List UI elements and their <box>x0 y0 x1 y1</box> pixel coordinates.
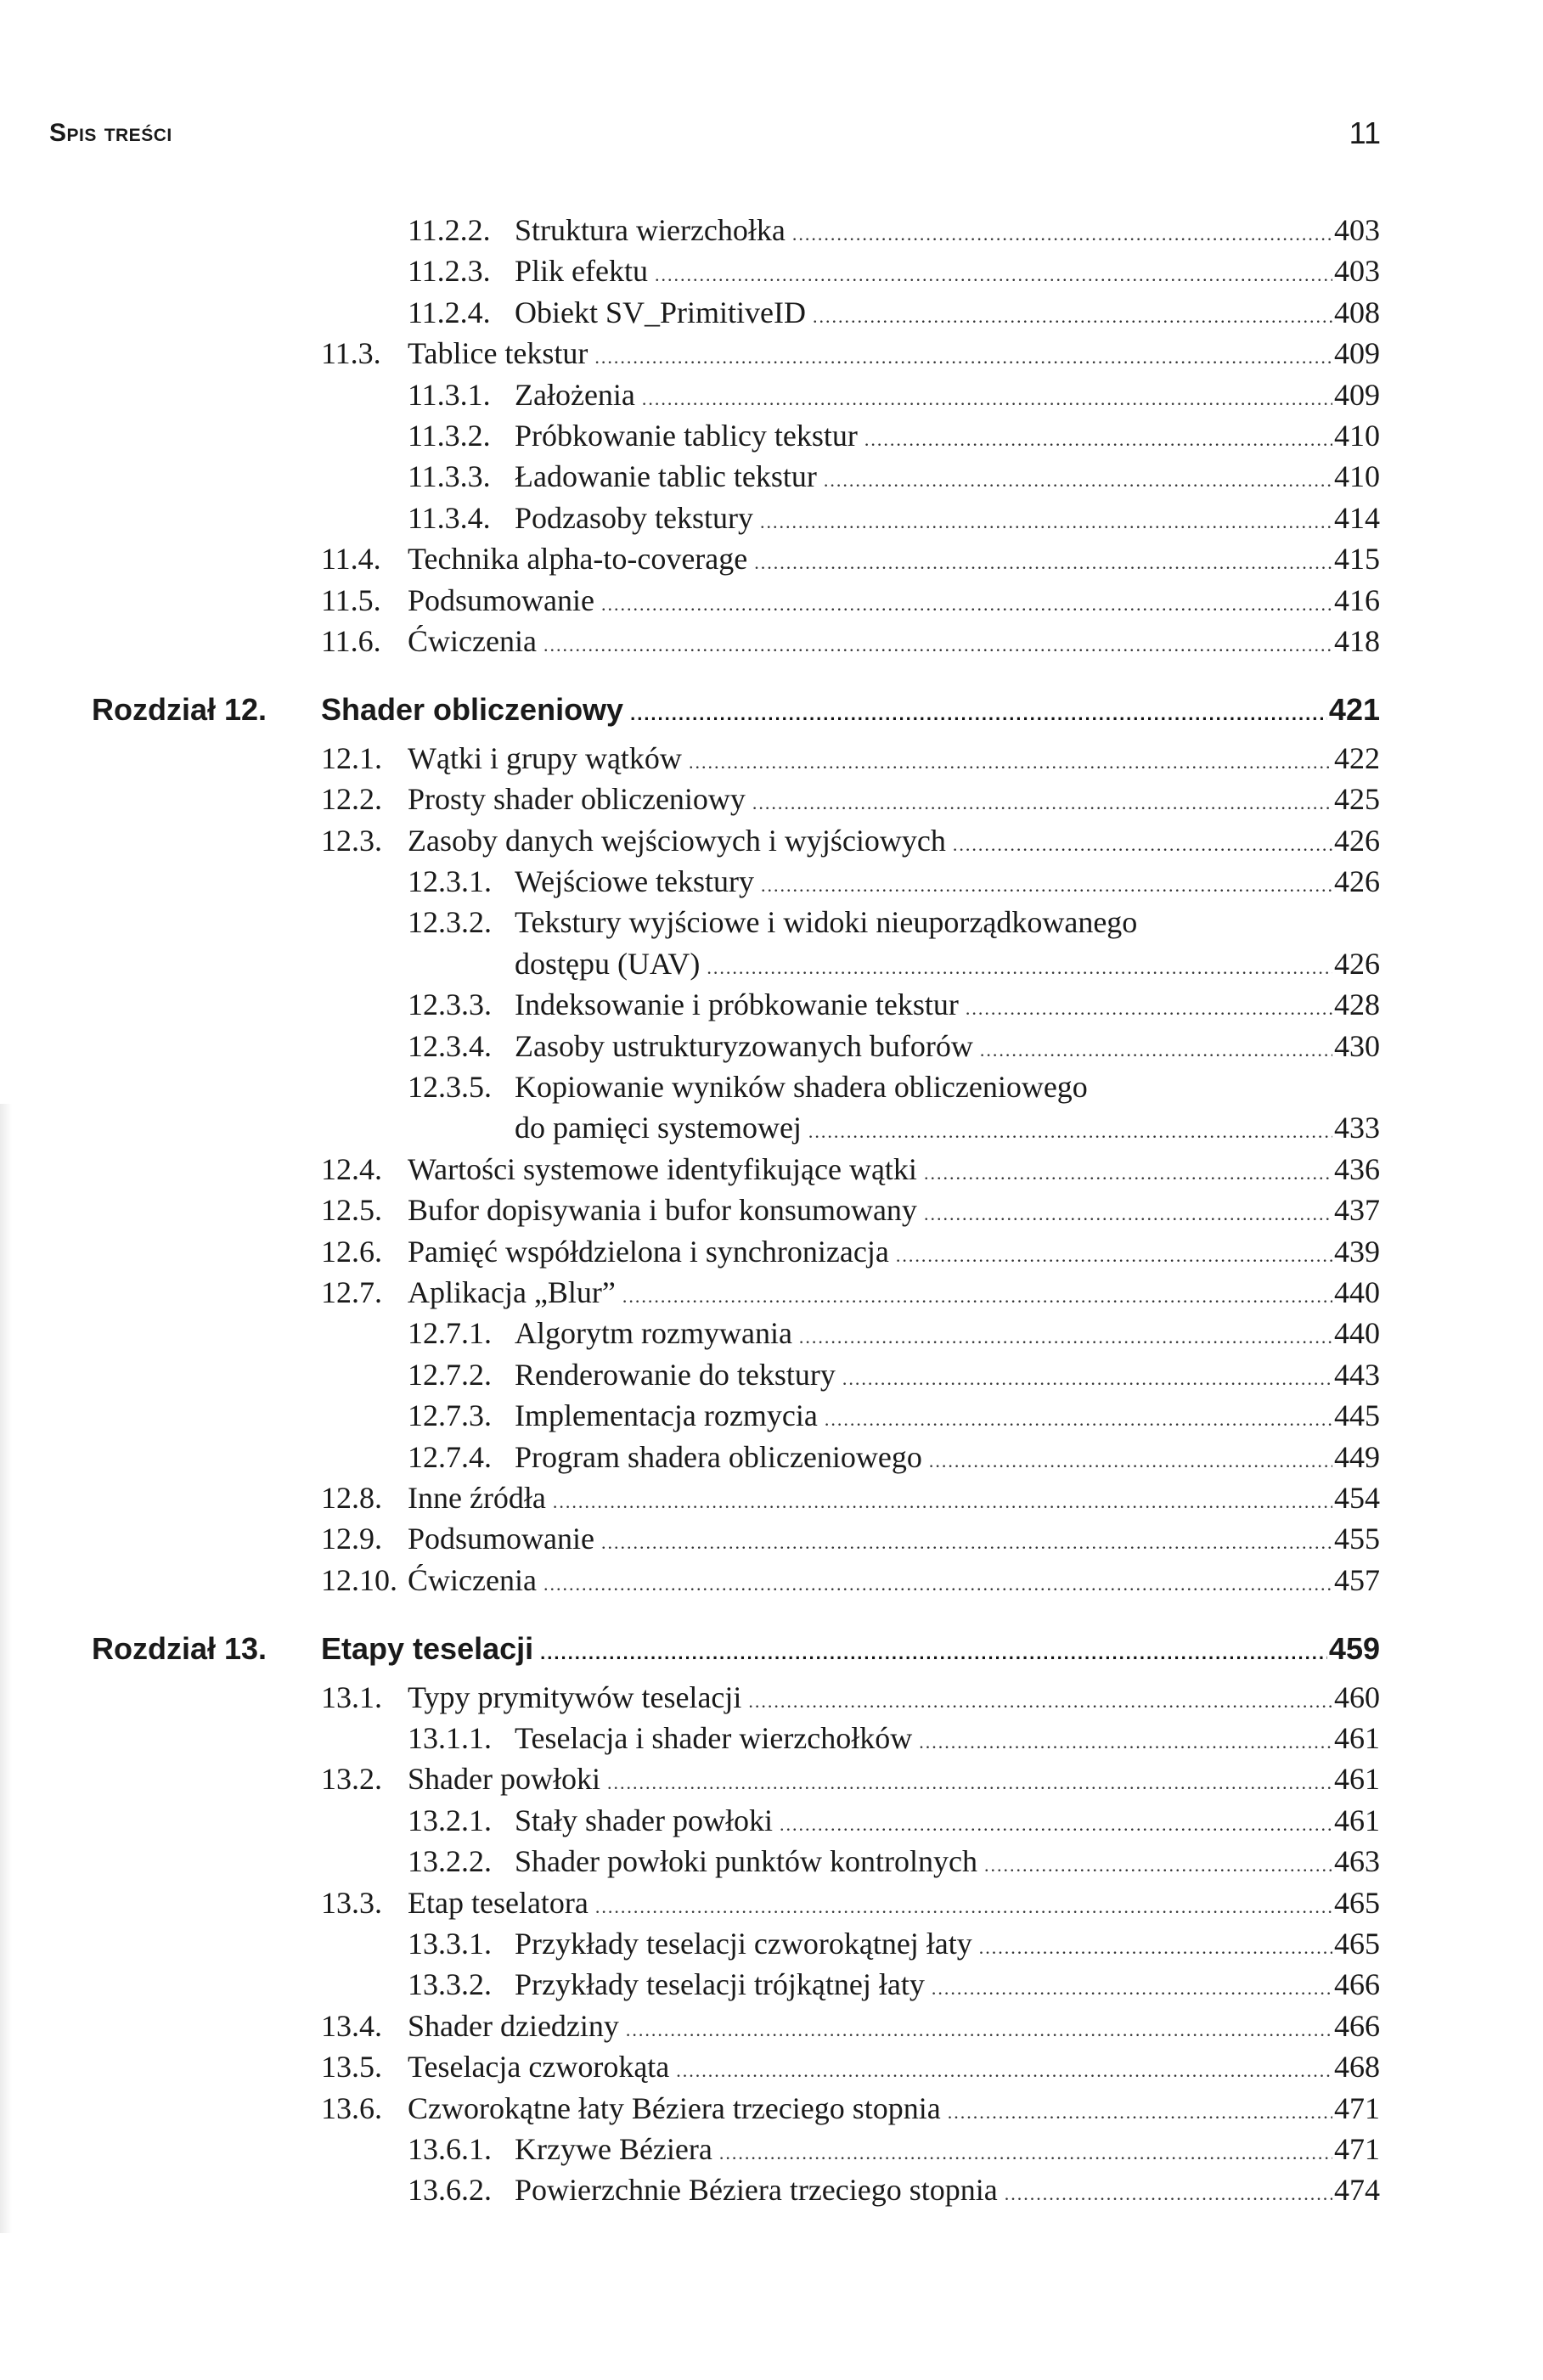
toc-entry-line <box>408 2046 1380 2091</box>
toc-entry-title: Program shadera obliczeniowego <box>515 1439 922 1474</box>
toc-entry-title: Etapy teselacji <box>321 1631 534 1667</box>
toc-entry-line <box>408 779 1380 824</box>
toc-entry-page: 408 <box>1334 295 1380 329</box>
dot-leader <box>707 948 1332 988</box>
toc-entry-line <box>515 1964 1380 2009</box>
toc-entry-line <box>408 1477 1380 1522</box>
toc-entry-page: 409 <box>1334 377 1380 412</box>
toc-entry-page: 426 <box>1334 864 1380 898</box>
toc-entry-page: 425 <box>1334 782 1380 817</box>
toc-entry[interactable] <box>0 210 1543 250</box>
dot-leader <box>799 1317 1332 1358</box>
dot-leader <box>864 419 1332 460</box>
toc-entry[interactable] <box>0 292 1543 333</box>
toc-entry-page: 461 <box>1334 1803 1380 1837</box>
toc-entry-line <box>408 2006 1380 2051</box>
toc-entry-page: 410 <box>1334 459 1380 494</box>
toc-entry-page: 426 <box>1334 823 1380 858</box>
toc-entry-page: 454 <box>1334 1481 1380 1515</box>
dot-leader <box>642 379 1332 419</box>
toc-entry-page: 466 <box>1334 2008 1380 2043</box>
toc-entry-line <box>408 2088 1380 2133</box>
toc-entry-line <box>515 2169 1380 2214</box>
toc-entry-page: 471 <box>1334 2090 1380 2125</box>
toc-entry-line <box>515 498 1380 543</box>
toc-entry-page: 457 <box>1334 1562 1380 1597</box>
dot-leader <box>601 1522 1332 1563</box>
toc-entry-title: Shader dziedziny <box>408 2008 619 2043</box>
toc-chapter-heading[interactable] <box>0 1629 1543 1669</box>
toc-entry-number: 12.10. <box>321 1562 397 1597</box>
toc-entry-title: Przykłady teselacji trójkątnej łaty <box>515 1967 925 2002</box>
dot-leader <box>896 1235 1332 1276</box>
toc-entry-page: 410 <box>1334 419 1380 453</box>
toc-entry-line <box>515 1437 1380 1482</box>
dot-leader <box>825 1399 1332 1440</box>
toc-entry-line <box>408 1149 1380 1194</box>
toc-entry-page: 415 <box>1334 542 1380 577</box>
toc-entry[interactable] <box>0 498 1543 538</box>
toc-entry-title: Shader powłoki punktów kontrolnych <box>515 1844 977 1879</box>
toc-entry-number: 11.3. <box>321 336 381 371</box>
toc-entry-title: Zasoby ustrukturyzowanych buforów <box>515 1028 973 1063</box>
dot-leader <box>553 1482 1332 1522</box>
toc-entry-number: 12.7.1. <box>408 1316 492 1351</box>
toc-entry-line <box>408 1677 1380 1722</box>
toc-entry-page: 414 <box>1334 500 1380 535</box>
toc-entry-title: Stały shader powłoki <box>515 1803 773 1837</box>
toc-entry-title: Czworokątne łaty Béziera trzeciego stopnia <box>408 2090 941 2125</box>
toc-entry-line <box>408 1560 1380 1605</box>
toc-entry-number: 11.3.2. <box>408 419 491 453</box>
toc-entry[interactable] <box>0 1718 1543 1758</box>
dot-leader <box>689 742 1332 783</box>
toc-entry-line <box>408 580 1380 625</box>
toc-entry-title: Pamięć współdzielona i synchronizacja <box>408 1234 889 1269</box>
toc-entry-page: 426 <box>1334 946 1380 981</box>
toc-entry-number: 12.3.5. <box>408 1070 492 1104</box>
dot-leader <box>540 1633 1327 1674</box>
toc-entry-title: Wejściowe tekstury <box>515 864 755 898</box>
toc-entry-line <box>515 984 1380 1029</box>
toc-entry-number: 12.8. <box>321 1481 382 1515</box>
toc-entry-title: Podzasoby tekstury <box>515 500 753 535</box>
toc-entry-line <box>408 1272 1380 1317</box>
toc-entry[interactable] <box>0 1800 1543 1841</box>
toc-entry-page: 459 <box>1328 1631 1380 1667</box>
toc-entry-number: 13.3.2. <box>408 1967 492 2002</box>
dot-leader <box>824 460 1332 501</box>
toc-entry-title: dostępu (UAV) <box>515 946 701 981</box>
toc-entry-title: Renderowanie do tekstury <box>515 1357 836 1392</box>
toc-entry-page: 440 <box>1334 1316 1380 1351</box>
toc-entry[interactable] <box>0 1677 1543 1718</box>
toc-entry-page: 436 <box>1334 1151 1380 1186</box>
toc-entry-line <box>515 1395 1380 1440</box>
dot-leader <box>754 543 1332 583</box>
dot-leader <box>966 988 1332 1029</box>
toc-entry-page: 449 <box>1334 1439 1380 1474</box>
toc-entry[interactable] <box>0 1477 1543 1518</box>
toc-entry-line <box>408 1758 1380 1803</box>
toc-entry-line <box>515 1923 1380 1968</box>
toc-entry-line <box>515 861 1380 906</box>
toc-entry-title: Struktura wierzchołka <box>515 213 786 247</box>
toc-entry[interactable] <box>0 1026 1543 1066</box>
toc-entry-title: Aplikacja „Blur” <box>408 1275 616 1309</box>
toc-entry-title: Ładowanie tablic tekstur <box>515 459 817 494</box>
toc-entry[interactable] <box>0 415 1543 456</box>
toc-entry-title: Obiekt SV_PrimitiveID <box>515 295 806 329</box>
toc-entry-line <box>408 621 1380 666</box>
toc-entry-title: Próbkowanie tablicy tekstur <box>515 419 858 453</box>
toc-entry[interactable] <box>0 1882 1543 1923</box>
toc-entry-number: 13.2.2. <box>408 1844 492 1879</box>
dot-leader <box>543 1564 1332 1605</box>
toc-entry-number: 11.2.2. <box>408 213 491 247</box>
dot-leader <box>630 694 1327 734</box>
dot-leader <box>760 502 1332 543</box>
dot-leader <box>780 1804 1332 1845</box>
toc-entry[interactable] <box>0 1354 1543 1395</box>
toc-entry[interactable] <box>0 738 1543 779</box>
toc-entry-number: 12.7.3. <box>408 1398 492 1433</box>
toc-entry-title: Założenia <box>515 377 635 412</box>
toc-entry-title: do pamięci systemowej <box>515 1111 802 1145</box>
dot-leader <box>719 2133 1332 2174</box>
toc-entry-number: 12.7.4. <box>408 1439 492 1474</box>
dot-leader <box>842 1359 1332 1399</box>
toc-entry-number: 12.3.1. <box>408 864 492 898</box>
toc-entry-title: Shader obliczeniowy <box>321 692 624 728</box>
toc-entry-line <box>408 333 1380 378</box>
dot-leader <box>594 337 1332 378</box>
toc-entry-title: Indeksowanie i próbkowanie tekstur <box>515 987 959 1022</box>
toc-entry-number: 12.1. <box>321 740 382 775</box>
toc-entry[interactable] <box>0 1231 1543 1272</box>
dot-leader <box>622 1276 1332 1317</box>
toc-entry-number: 13.6.2. <box>408 2173 492 2208</box>
toc-entry-line <box>515 1107 1380 1152</box>
dot-leader <box>924 1153 1332 1194</box>
toc-entry-page: 460 <box>1334 1680 1380 1714</box>
toc-entry-number: 11.4. <box>321 542 381 577</box>
dot-leader <box>792 214 1332 255</box>
toc-chapter-heading[interactable] <box>0 689 1543 730</box>
toc-entry-page: 418 <box>1334 624 1380 658</box>
toc-entry[interactable] <box>0 779 1543 819</box>
toc-entry[interactable] <box>0 1066 1543 1107</box>
toc-entry-continuation[interactable] <box>0 943 1543 984</box>
toc-entry-title: Plik efektu <box>515 254 648 289</box>
dot-leader <box>924 1194 1332 1235</box>
toc-entry-title: Podsumowanie <box>408 582 594 617</box>
toc-entry-page: 445 <box>1334 1398 1380 1433</box>
dot-leader <box>607 1763 1332 1803</box>
toc-entry-title: Przykłady teselacji czworokątnej łaty <box>515 1927 972 1961</box>
toc-entry-number: 11.3.3. <box>408 459 491 494</box>
dot-leader <box>979 1927 1332 1968</box>
toc-entry-line <box>408 1882 1380 1927</box>
toc-entry-page: 416 <box>1334 582 1380 617</box>
toc-entry[interactable] <box>0 1149 1543 1190</box>
toc-entry-title: Powierzchnie Béziera trzeciego stopnia <box>515 2173 998 2208</box>
dot-leader <box>748 1681 1332 1722</box>
toc-entry-number: 12.5. <box>321 1193 382 1228</box>
toc-entry-line <box>408 738 1380 783</box>
toc-entry-page: 440 <box>1334 1275 1380 1309</box>
toc-entry-line <box>515 1800 1380 1845</box>
toc-entry[interactable] <box>0 1272 1543 1313</box>
toc-entry[interactable] <box>0 984 1543 1025</box>
toc-entry[interactable] <box>0 1923 1543 1964</box>
dot-leader <box>601 584 1332 625</box>
toc-entry-number: 11.6. <box>321 624 381 658</box>
toc-entry-number: 13.4. <box>321 2008 382 2043</box>
toc-entry-page: 428 <box>1334 987 1380 1022</box>
toc-entry[interactable] <box>0 1841 1543 1882</box>
dot-leader <box>953 824 1332 865</box>
toc-entry-number: 12.7.2. <box>408 1357 492 1392</box>
running-head: Spis treści <box>49 119 172 147</box>
toc-entry-title: Ćwiczenia <box>408 1562 537 1597</box>
toc-entry[interactable] <box>0 2006 1543 2046</box>
toc-entry-line <box>515 1841 1380 1886</box>
toc-entry-number: 13.3. <box>321 1885 382 1920</box>
dot-leader <box>1005 2174 1332 2214</box>
toc-entry-title: Shader powłoki <box>408 1762 600 1797</box>
toc-entry-title: Implementacja rozmycia <box>515 1398 818 1433</box>
toc-entry-page: 455 <box>1334 1522 1380 1556</box>
toc-entry[interactable] <box>0 1437 1543 1477</box>
toc-entry-title: Ćwiczenia <box>408 624 537 658</box>
toc-entry-title: Zasoby danych wejściowych i wyjściowych <box>408 823 946 858</box>
toc-entry-title: Technika alpha-to-coverage <box>408 542 748 577</box>
toc-entry-line <box>515 250 1380 295</box>
toc-entry-line <box>515 1026 1380 1071</box>
toc-entry-title: Krzywe Béziera <box>515 2132 712 2166</box>
dot-leader <box>932 1968 1332 2009</box>
toc-entry[interactable] <box>0 1518 1543 1559</box>
toc-entry[interactable] <box>0 621 1543 661</box>
toc-entry[interactable] <box>0 580 1543 621</box>
toc-entry-number: Rozdział 12. <box>92 692 267 728</box>
toc-entry-number: 13.6. <box>321 2090 382 2125</box>
toc-entry-page: 468 <box>1334 2050 1380 2085</box>
toc-entry-number: 12.3.2. <box>408 905 492 940</box>
toc-entry-page: 421 <box>1328 692 1380 728</box>
toc-entry-title: Bufor dopisywania i bufor konsumowany <box>408 1193 917 1228</box>
page-number: 11 <box>1349 115 1381 150</box>
toc-entry-line <box>515 1718 1380 1763</box>
toc-entry-line <box>408 820 1380 865</box>
dot-leader <box>813 296 1332 337</box>
toc-entry-title: Teselacja czworokąta <box>408 2050 670 2085</box>
dot-leader <box>761 865 1332 906</box>
dot-leader <box>626 2010 1332 2051</box>
toc-entry[interactable] <box>0 333 1543 374</box>
toc-entry-number: 12.3.3. <box>408 987 492 1022</box>
toc-entry-line <box>515 292 1380 337</box>
toc-entry[interactable] <box>0 456 1543 497</box>
toc-entry-number: 11.2.3. <box>408 254 491 289</box>
toc-entry-number: 11.2.4. <box>408 295 491 329</box>
toc-entry-number: 12.3.4. <box>408 1028 492 1063</box>
dot-leader <box>543 625 1332 666</box>
toc-entry-line <box>515 2129 1380 2174</box>
toc-entry-line <box>408 1231 1380 1276</box>
toc-entry-page: 443 <box>1334 1357 1380 1392</box>
toc-entry-number: 13.3.1. <box>408 1927 492 1961</box>
toc-entry[interactable] <box>0 2169 1543 2210</box>
dot-leader <box>655 255 1332 295</box>
toc-entry-number: 12.2. <box>321 782 382 817</box>
toc-entry-page: 403 <box>1334 254 1380 289</box>
toc-entry-line <box>515 415 1380 460</box>
toc-entry-number: 13.6.1. <box>408 2132 492 2166</box>
toc-entry-title: Algorytm rozmywania <box>515 1316 792 1351</box>
toc-entry-page: 474 <box>1334 2173 1380 2208</box>
toc-entry-line <box>515 210 1380 255</box>
toc-entry-number: 12.9. <box>321 1522 382 1556</box>
dot-leader <box>808 1111 1332 1152</box>
toc-entry-number: 11.3.1. <box>408 377 491 412</box>
toc-entry-title: Typy prymitywów teselacji <box>408 1680 742 1714</box>
toc-entry-line <box>515 1354 1380 1399</box>
toc-entry-number: 12.3. <box>321 823 382 858</box>
toc-entry-page: 466 <box>1334 1967 1380 2002</box>
toc-entry[interactable] <box>0 820 1543 861</box>
toc-entry-number: Rozdział 13. <box>92 1631 267 1667</box>
toc-entry-page: 439 <box>1334 1234 1380 1269</box>
toc-entry[interactable] <box>0 538 1543 579</box>
toc-entry-number: 11.3.4. <box>408 500 491 535</box>
toc-entry-page: 461 <box>1334 1762 1380 1797</box>
toc-entry-line <box>408 538 1380 583</box>
toc-entry[interactable] <box>0 374 1543 415</box>
toc-entry-line <box>515 943 1380 988</box>
toc-entry-number: 13.2.1. <box>408 1803 492 1837</box>
toc-entry[interactable] <box>0 1964 1543 2005</box>
toc-entry-page: 465 <box>1334 1885 1380 1920</box>
toc-entry-number: 12.7. <box>321 1275 382 1309</box>
toc-entry-title: Tablice tekstur <box>408 336 588 371</box>
toc-entry-title: Teselacja i shader wierzchołków <box>515 1721 913 1755</box>
toc-entry-number: 13.1.1. <box>408 1721 492 1755</box>
toc-entry-page: 463 <box>1334 1844 1380 1879</box>
toc-entry[interactable] <box>0 1560 1543 1601</box>
toc-entry-page: 409 <box>1334 336 1380 371</box>
dot-leader <box>948 2092 1332 2133</box>
toc-entry-page: 461 <box>1334 1721 1380 1755</box>
toc-entry-title: Prosty shader obliczeniowy <box>408 782 746 817</box>
toc-entry[interactable] <box>0 1758 1543 1799</box>
toc-entry[interactable] <box>0 1190 1543 1230</box>
toc-entry[interactable] <box>0 1313 1543 1353</box>
toc-entry-line <box>408 1518 1380 1563</box>
toc-entry[interactable] <box>0 2088 1543 2129</box>
toc-entry-title: Inne źródła <box>408 1481 546 1515</box>
toc-entry-title: Podsumowanie <box>408 1522 594 1556</box>
toc-entry-line <box>321 1629 1380 1674</box>
toc-entry-page: 422 <box>1334 740 1380 775</box>
toc-entry-line <box>408 1190 1380 1235</box>
toc-entry-page: 465 <box>1334 1927 1380 1961</box>
toc-entry-title: Wartości systemowe identyfikujące wątki <box>408 1151 917 1186</box>
toc-entry-page: 403 <box>1334 213 1380 247</box>
toc-entry-page: 433 <box>1334 1111 1380 1145</box>
toc-entry-number: 13.1. <box>321 1680 382 1714</box>
toc-entry[interactable] <box>0 902 1543 942</box>
toc-entry-page: 471 <box>1334 2132 1380 2166</box>
toc-entry-title-line1: Kopiowanie wyników shadera obliczeniowego <box>515 1070 1088 1104</box>
toc-entry-line <box>515 374 1380 419</box>
toc-entry-page: 430 <box>1334 1028 1380 1063</box>
toc-entry[interactable] <box>0 861 1543 902</box>
dot-leader <box>984 1845 1332 1886</box>
toc-entry-number: 12.4. <box>321 1151 382 1186</box>
toc-entry[interactable] <box>0 1395 1543 1436</box>
toc-entry-continuation[interactable] <box>0 1107 1543 1148</box>
dot-leader <box>595 1887 1332 1927</box>
dot-leader <box>980 1030 1332 1071</box>
dot-leader <box>919 1722 1332 1763</box>
toc-entry-line <box>321 689 1380 734</box>
toc-entry[interactable] <box>0 2046 1543 2087</box>
dot-leader <box>752 783 1332 824</box>
toc-entry-number: 12.6. <box>321 1234 382 1269</box>
toc-entry-line <box>515 456 1380 501</box>
toc-entry-title: Wątki i grupy wątków <box>408 740 682 775</box>
dot-leader <box>929 1441 1332 1482</box>
toc-entry-title: Etap teselatora <box>408 1885 588 1920</box>
toc-entry[interactable] <box>0 2129 1543 2169</box>
toc-entry[interactable] <box>0 250 1543 291</box>
toc-entry-number: 13.5. <box>321 2050 382 2085</box>
toc-entry-page: 437 <box>1334 1193 1380 1228</box>
dot-leader <box>676 2051 1332 2091</box>
toc-entry-line <box>515 1313 1380 1358</box>
toc-entry-number: 13.2. <box>321 1762 382 1797</box>
toc-entry-number: 11.5. <box>321 582 381 617</box>
toc-entry-title-line1: Tekstury wyjściowe i widoki nieuporządkowanego <box>515 905 1138 940</box>
